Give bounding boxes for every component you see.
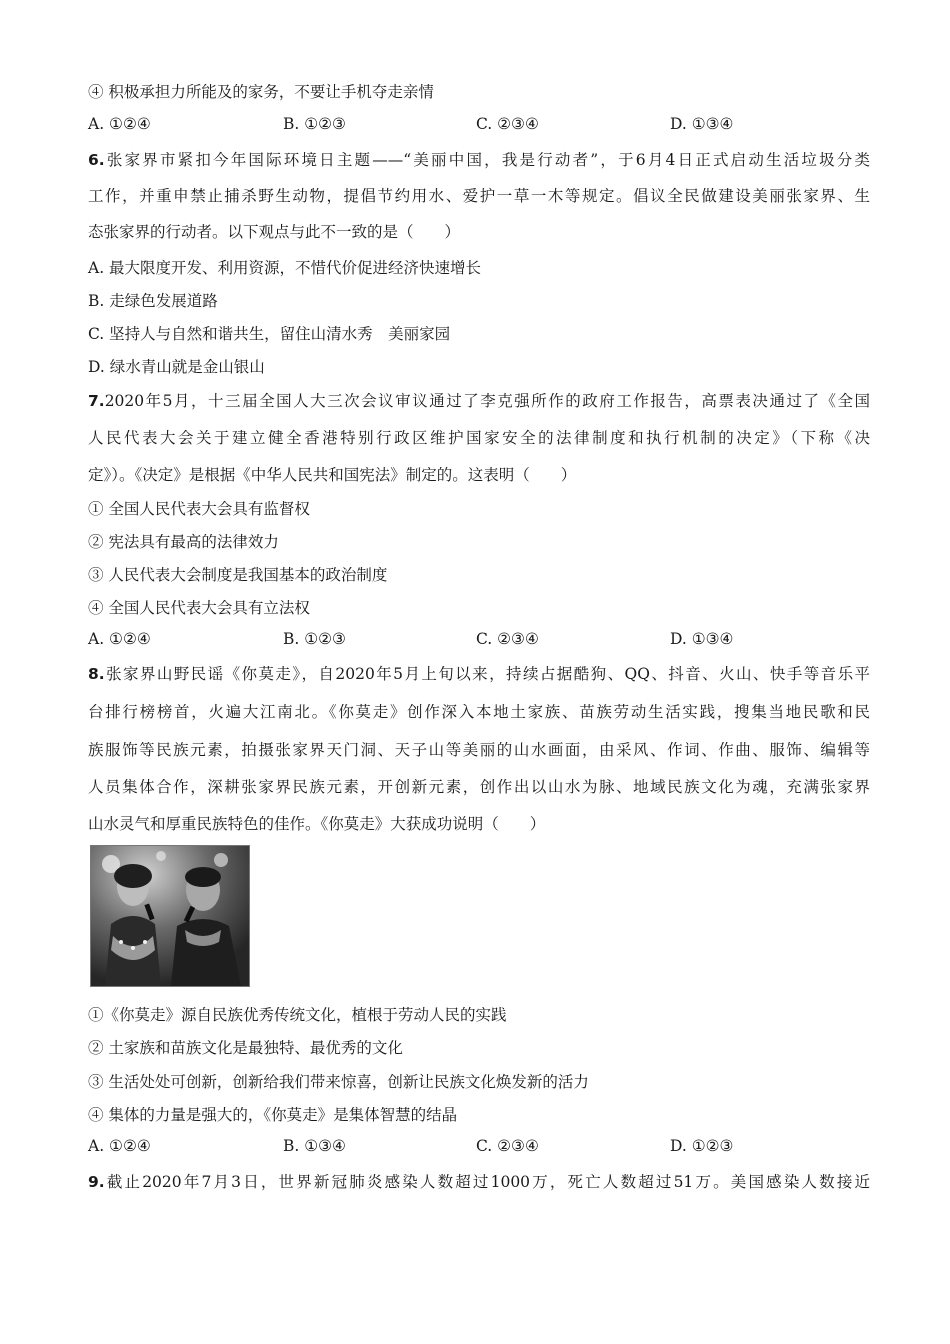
q7-options <box>88 630 868 652</box>
q9-stem-line-1 <box>88 1170 870 1192</box>
q8-option-b[interactable]: B. ①③④ <box>283 1137 346 1155</box>
q8-statement-1: ①《你莫走》源自民族优秀传统文化，植根于劳动人民的实践 <box>88 1006 507 1024</box>
q8-number: 8. <box>88 665 105 683</box>
q8-stem-line-3: 族服饰等民族元素，拍摄张家界天门洞、天子山等美丽的山水画面，由采风、作词、作曲、服饰、编辑等 <box>88 741 870 759</box>
q8-stem-line-1 <box>88 662 870 684</box>
q8-statement-2: ② 土家族和苗族文化是最独特、最优秀的文化 <box>88 1039 403 1057</box>
q5-option-c[interactable]: C. ②③④ <box>476 115 539 133</box>
q6-stem-line-3: 态张家界的行动者。以下观点与此不一致的是（ ） <box>88 223 461 241</box>
q8-option-a[interactable]: A. ①②④ <box>88 1137 151 1155</box>
q8-stem-line-5: 山水灵气和厚重民族特色的佳作。《你莫走》大获成功说明（ ） <box>88 815 546 833</box>
q8-option-d[interactable]: D. ①②③ <box>670 1137 734 1155</box>
q7-statement-2: ② 宪法具有最高的法律效力 <box>88 533 279 551</box>
q8-stem-text: 张家界山野民谣《你莫走》，自2020年5月上旬以来，持续占据酷狗、QQ、抖音、火山、快手等音乐平 <box>104 665 870 683</box>
q7-stem-line-1 <box>88 389 870 411</box>
q6-stem-line-2: 工作，并重申禁止捕杀野生动物，提倡节约用水、爱护一草一木等规定。倡议全民做建设美丽张家界、生 <box>88 187 870 205</box>
q6-stem-line-1 <box>88 148 870 170</box>
q9-stem-text: 截止2020年7月3日，世界新冠肺炎感染人数超过1000万，死亡人数超过51万。美国感染人数接近 <box>104 1173 870 1191</box>
q6-option-d[interactable]: D. 绿水青山就是金山银山 <box>88 358 265 376</box>
q8-statement-3: ③ 生活处处可创新，创新给我们带来惊喜，创新让民族文化焕发新的活力 <box>88 1073 589 1091</box>
q6-option-b[interactable]: B. 走绿色发展道路 <box>88 292 218 310</box>
q8-statement-4: ④ 集体的力量是强大的，《你莫走》是集体智慧的结晶 <box>88 1106 458 1124</box>
q6-option-a[interactable]: A. 最大限度开发、利用资源，不惜代价促进经济快速增长 <box>88 259 482 277</box>
q7-number: 7. <box>88 392 105 410</box>
q8-stem-line-4: 人员集体合作，深耕张家界民族元素，开创新元素，创作出以山水为脉、地域民族文化为魂，充满张家界 <box>88 778 870 796</box>
q7-option-c[interactable]: C. ②③④ <box>476 630 539 648</box>
singers-photo-image <box>91 846 249 986</box>
q7-statement-3: ③ 人民代表大会制度是我国基本的政治制度 <box>88 566 388 584</box>
q6-number: 6. <box>88 151 105 169</box>
q5-statement-4: ④ 积极承担力所能及的家务，不要让手机夺走亲情 <box>88 83 434 101</box>
q9-number: 9. <box>88 1173 105 1191</box>
q7-option-d[interactable]: D. ①③④ <box>670 630 734 648</box>
q6-option-c[interactable]: C. 坚持人与自然和谐共生，留住山清水秀 美丽家园 <box>88 325 451 343</box>
q7-option-a[interactable]: A. ①②④ <box>88 630 151 648</box>
q8-stem-line-2: 台排行榜榜首，火遍大江南北。《你莫走》创作深入本地土家族、苗族劳动生活实践，搜集当地民歌和民 <box>88 703 870 721</box>
q5-option-d[interactable]: D. ①③④ <box>670 115 734 133</box>
q7-statement-1: ① 全国人民代表大会具有监督权 <box>88 500 310 518</box>
q7-statement-4: ④ 全国人民代表大会具有立法权 <box>88 599 310 617</box>
q5-option-b[interactable]: B. ①②③ <box>283 115 346 133</box>
q7-stem-text: 2020年5月，十三届全国人大三次会议审议通过了李克强所作的政府工作报告，高票表决通过了《全国 <box>104 392 870 410</box>
q7-stem-line-3: 定》）。《决定》是根据《中华人民共和国宪法》制定的。这表明（ ） <box>88 466 577 484</box>
q7-option-b[interactable]: B. ①②③ <box>283 630 346 648</box>
q5-option-a[interactable]: A. ①②④ <box>88 115 151 133</box>
q8-options <box>88 1137 868 1159</box>
q7-stem-line-2: 人民代表大会关于建立健全香港特别行政区维护国家安全的法律制度和执行机制的决定》（下称《决 <box>88 429 870 447</box>
q6-stem-text: 张家界市紧扣今年国际环境日主题——“美丽中国，我是行动者”，于6月4日正式启动生活垃圾分类 <box>104 151 870 169</box>
q8-option-c[interactable]: C. ②③④ <box>476 1137 539 1155</box>
q5-options <box>88 115 868 137</box>
singers-photo <box>90 845 250 987</box>
